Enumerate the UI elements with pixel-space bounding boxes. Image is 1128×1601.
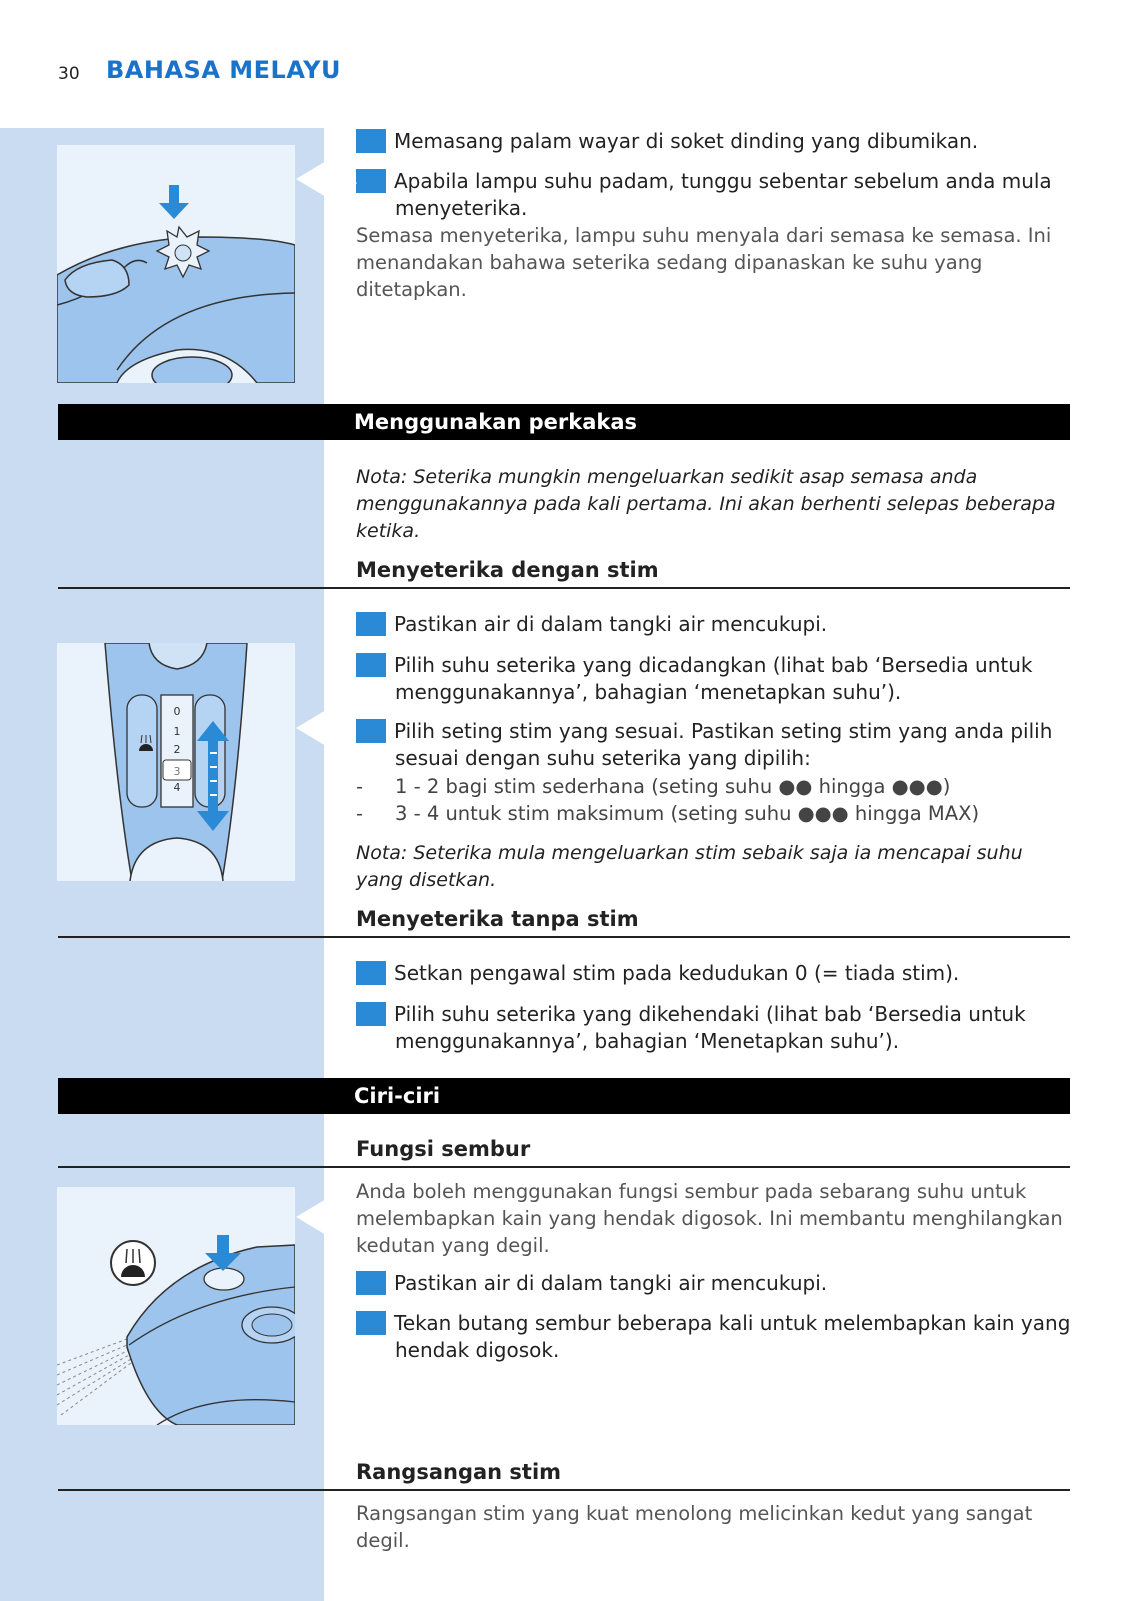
subheading-dry: Menyeterika tanpa stim — [356, 907, 639, 931]
dial-label: 1 — [173, 725, 181, 738]
bullet-text: 3 - 4 untuk stim maksimum (seting suhu ●●● hingga MAX) — [395, 802, 980, 825]
dial-label: 4 — [173, 781, 181, 794]
step-number: 2 — [356, 1311, 386, 1335]
boost-paragraph: Rangsangan stim yang kuat menolong melicinkan kedut yang sangat degil. — [356, 1502, 1033, 1552]
divider — [58, 936, 1070, 938]
figure-pointer — [296, 161, 326, 197]
spray-icon — [111, 1241, 155, 1285]
subheading-steam: Menyeterika dengan stim — [356, 558, 659, 582]
list-item — [345, 168, 1105, 222]
spray-illustration — [57, 1187, 295, 1425]
bullet-dash: - — [356, 775, 364, 798]
list-item — [356, 773, 1076, 800]
step-text: Pilih suhu seterika yang dicadangkan (lihat bab ‘Bersedia untuk menggunakannya’, bahagian ‘menetapkan suhu’). — [394, 653, 1033, 704]
step-number: 4 — [356, 169, 386, 193]
intro-paragraph: Semasa menyeterika, lampu suhu menyala dari semasa ke semasa. Ini menandakan bahawa seterika sedang dipanaskan ke suhu yang ditetapkan. — [356, 224, 1052, 301]
section-header-using — [58, 404, 1070, 440]
list-item — [345, 1001, 1105, 1055]
list-item — [345, 611, 1128, 638]
subheading-boost: Rangsangan stim — [356, 1460, 562, 1484]
iron-top-illustration — [57, 145, 295, 383]
list-item — [345, 1310, 1105, 1364]
figure-temperature-light — [57, 145, 295, 383]
step-number: 1 — [356, 612, 386, 636]
bullet-text: 1 - 2 bagi stim sederhana (seting suhu ●● hingga ●●●) — [395, 775, 951, 798]
subheading-spray: Fungsi sembur — [356, 1137, 531, 1161]
figure-pointer — [296, 710, 326, 746]
section-title: Menggunakan perkakas — [354, 410, 638, 434]
step-text: Pastikan air di dalam tangki air mencukupi. — [394, 1271, 828, 1295]
note-smoke: Nota: Seterika mungkin mengeluarkan sedikit asap semasa anda menggunakannya pada kali pertama. Ini akan berhenti selepas beberapa ketika. — [356, 466, 1056, 542]
light-burst-icon — [157, 227, 209, 277]
step-text: Memasang palam wayar di soket dinding yang dibumikan. — [394, 129, 979, 153]
divider — [58, 1489, 1070, 1491]
list-item — [345, 1270, 1128, 1297]
list-item — [356, 800, 1076, 827]
figure-spray — [57, 1187, 295, 1425]
spray-paragraph: Anda boleh menggunakan fungsi sembur pada sebarang suhu untuk melembapkan kain yang hendak digosok. Ini membantu menghilangkan kedutan yang degil. — [356, 1180, 1063, 1257]
step-text: Tekan butang sembur beberapa kali untuk melembapkan kain yang hendak digosok. — [394, 1311, 1071, 1362]
list-item — [345, 128, 1128, 155]
section-title: Ciri-ciri — [354, 1084, 441, 1108]
divider — [58, 587, 1070, 589]
section-header-features — [58, 1078, 1070, 1114]
step-text: Pilih seting stim yang sesuai. Pastikan seting stim yang anda pilih sesuai dengan suhu seterika yang dipilih: — [394, 719, 1053, 770]
page-number: 30 — [58, 64, 80, 84]
note-steam: Nota: Seterika mula mengeluarkan stim sebaik saja ia mencapai suhu yang disetkan. — [356, 842, 1023, 891]
dial-label-selected: 3 — [173, 765, 181, 778]
step-number: 1 — [356, 1271, 386, 1295]
page-title: BAHASA MELAYU — [106, 56, 341, 84]
step-number: 3 — [356, 719, 386, 743]
step-text: Setkan pengawal stim pada kedudukan 0 (= tiada stim). — [394, 961, 960, 985]
figure-pointer — [296, 1199, 326, 1235]
dial-label: 2 — [173, 743, 181, 756]
arrow-down-icon — [159, 185, 189, 219]
list-item — [345, 652, 1105, 706]
list-item — [345, 960, 1128, 987]
step-number: 1 — [356, 961, 386, 985]
list-item — [345, 718, 1105, 772]
step-text: Apabila lampu suhu padam, tunggu sebentar sebelum anda mula menyeterika. — [394, 169, 1052, 220]
step-number: 2 — [356, 653, 386, 677]
step-text: Pastikan air di dalam tangki air mencukupi. — [394, 612, 828, 636]
bullet-dash: - — [356, 802, 364, 825]
dial-label: 0 — [173, 705, 181, 718]
step-text: Pilih suhu seterika yang dikehendaki (lihat bab ‘Bersedia untuk menggunakannya’, bahagian ‘Menetapkan suhu’). — [394, 1002, 1026, 1053]
divider — [58, 1166, 1070, 1168]
steam-control-illustration — [57, 643, 295, 881]
step-number: 3 — [356, 129, 386, 153]
figure-steam-dial — [57, 643, 295, 881]
step-number: 2 — [356, 1002, 386, 1026]
